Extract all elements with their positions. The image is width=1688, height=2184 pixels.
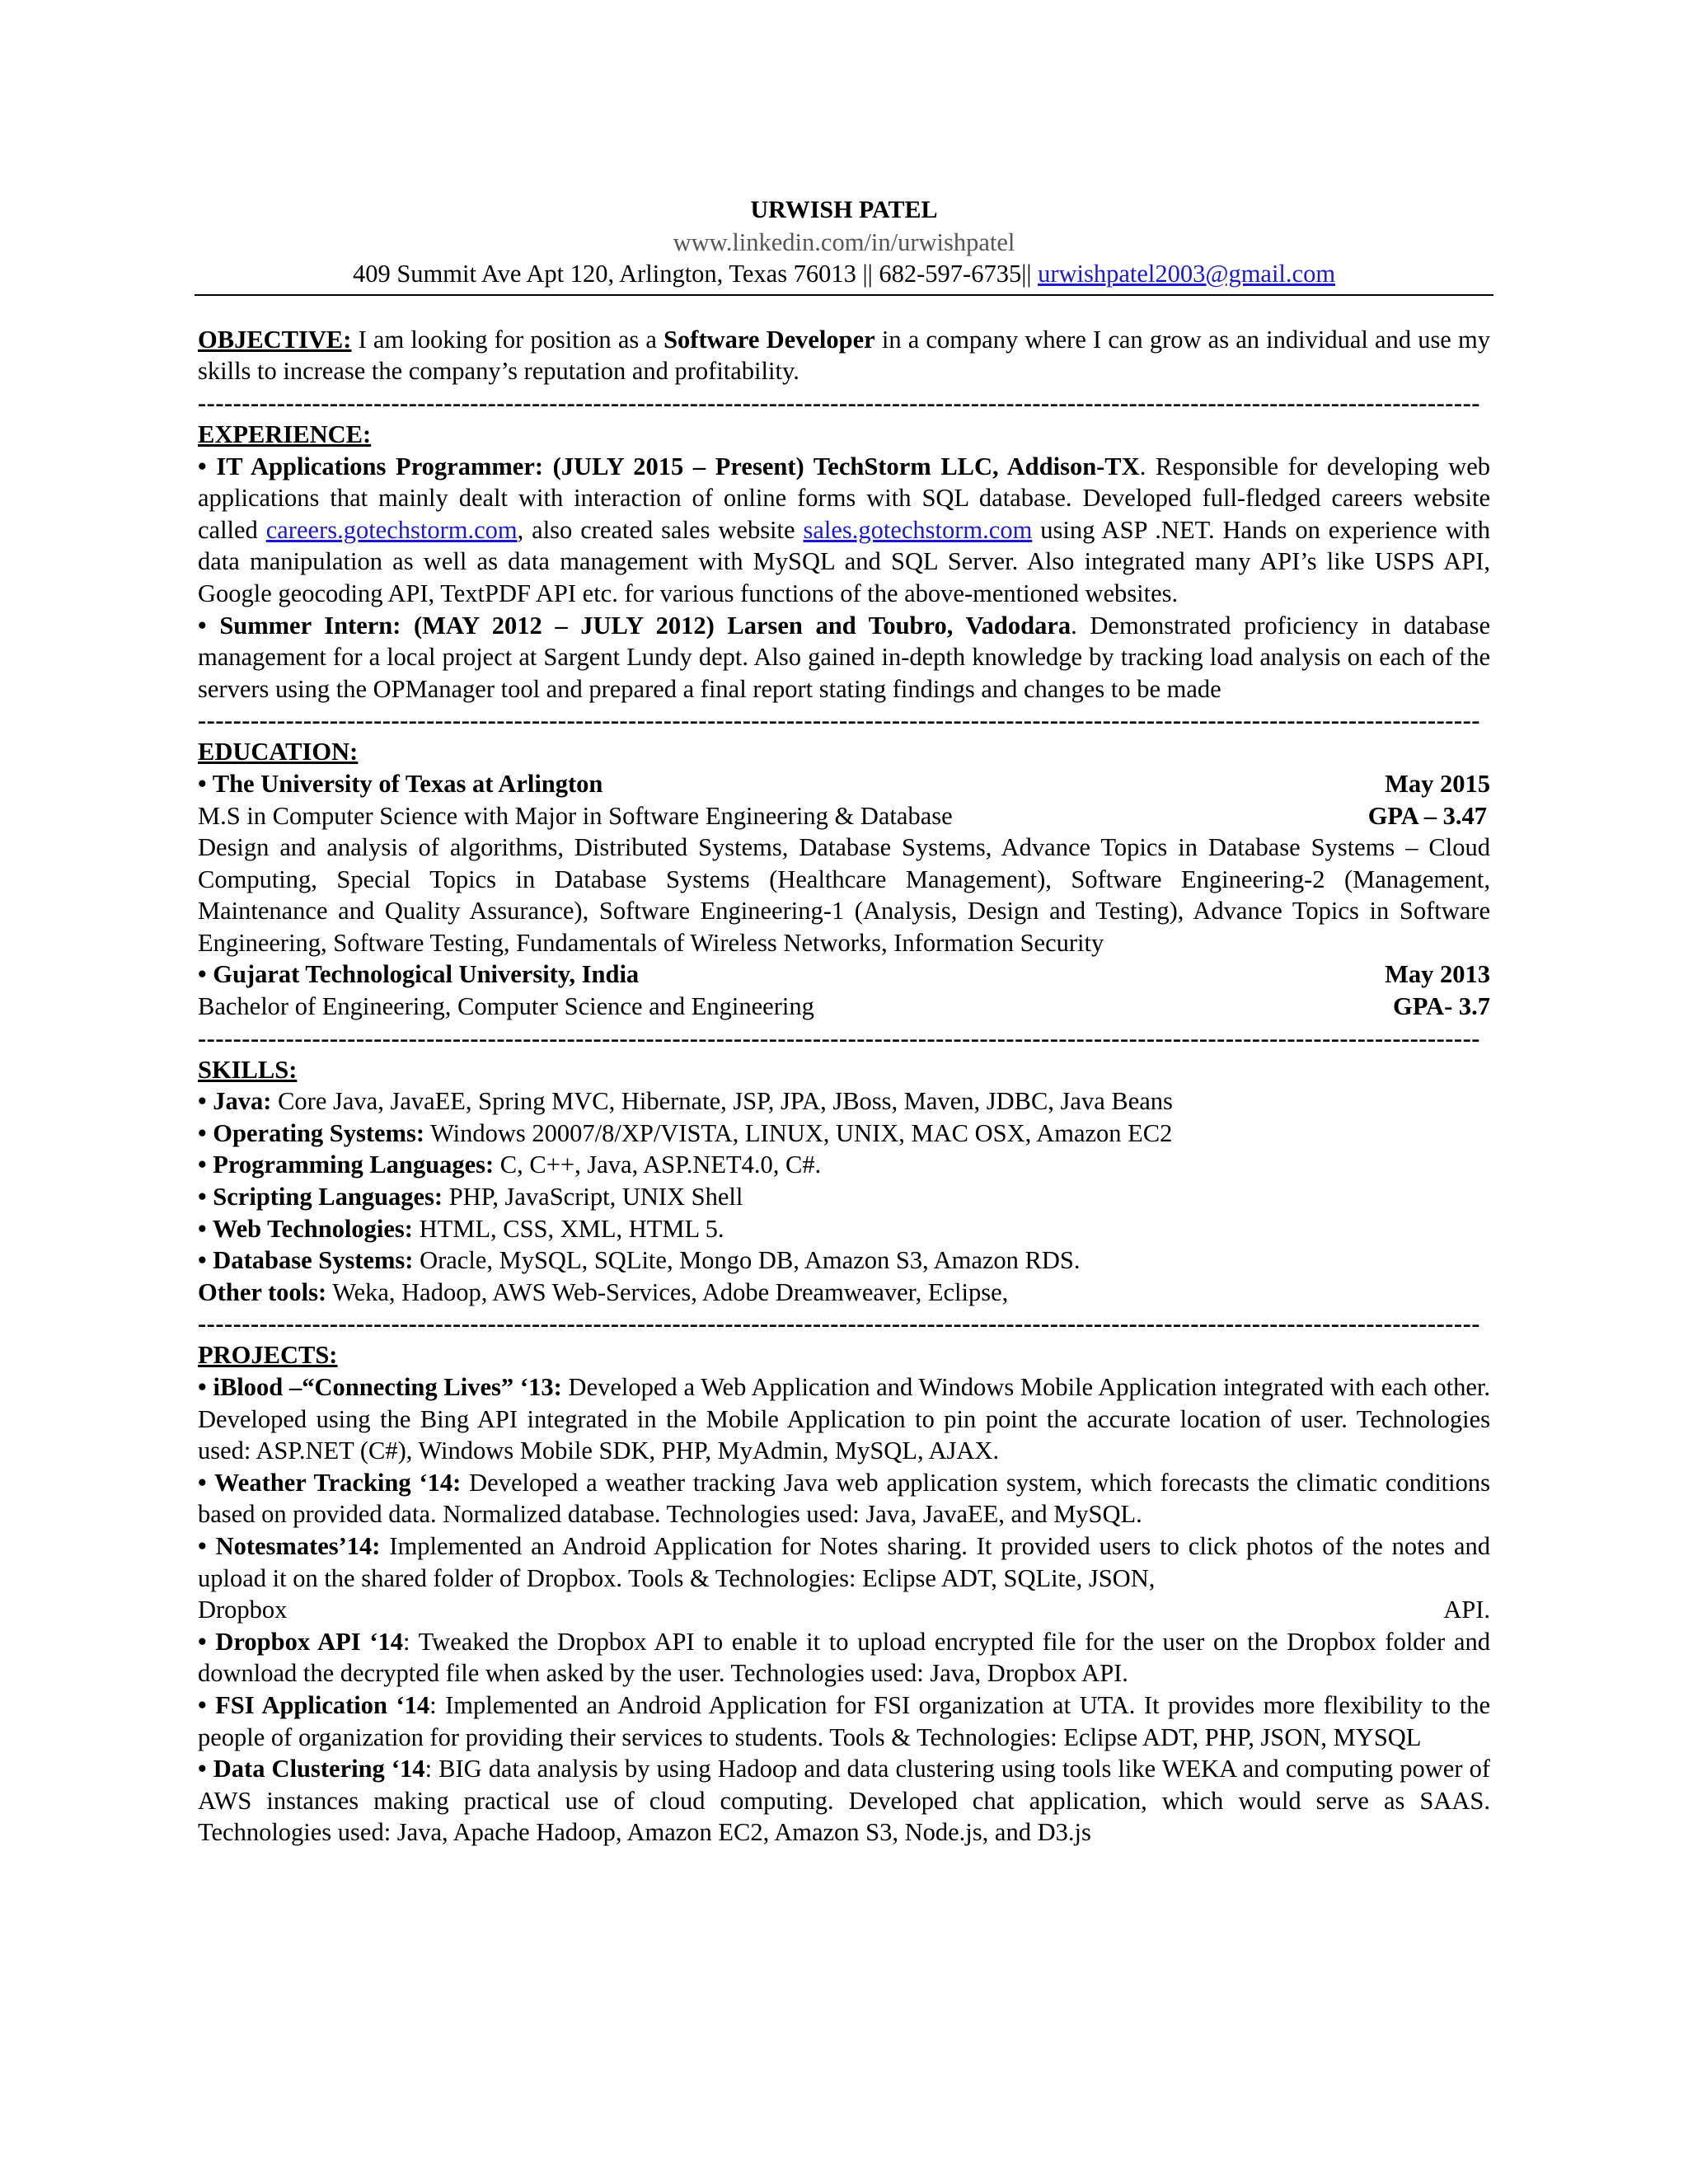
objective-text-after: in a company where I can grow as an individual and use my skills to increase the company’s reputation and profitability. <box>198 325 1490 386</box>
experience-heading: • Summer Intern: (MAY 2012 – JULY 2012) Larsen and Toubro, Vadodara <box>198 611 1071 640</box>
project-item <box>198 1690 1490 1753</box>
careers-link[interactable]: careers.gotechstorm.com <box>265 515 518 544</box>
sales-link[interactable]: sales.gotechstorm.com <box>803 515 1033 544</box>
skill-item <box>198 1118 1490 1150</box>
experience-title: EXPERIENCE: <box>198 419 372 448</box>
address-phone: 409 Summit Ave Apt 120, Arlington, Texas 76013 || 682-597-6735|| <box>352 260 1032 288</box>
skill-item <box>198 1149 1490 1181</box>
project-label: • FSI Application ‘14 <box>198 1690 430 1719</box>
skill-label: Other tools: <box>198 1277 327 1306</box>
project-item <box>198 1753 1490 1849</box>
education-degree-row <box>198 800 1490 832</box>
projects-section <box>198 1339 1490 1849</box>
project-text: : BIG data analysis by using Hadoop and data clustering using tools like WEKA and computing power of AWS instances making practical use of cloud computing. Developed chat application, which would serve as SAAS. Technologies used: Java, Apache Hadoop, Amazon EC2, Amazon S3, Node.js, and D3.js <box>198 1755 1490 1847</box>
skill-value: Windows 20007/8/XP/VISTA, LINUX, UNIX, MAC OSX, Amazon EC2 <box>424 1118 1173 1147</box>
project-tail-left: Dropbox <box>198 1596 288 1624</box>
objective-section <box>198 324 1490 387</box>
gpa: GPA – 3.47 <box>1367 801 1487 830</box>
experience-text: . Responsible for developing web applications that mainly dealt with interaction of online forms with SQL database. Developed full-fledged careers website called <box>198 452 1490 544</box>
experience-item <box>198 610 1490 705</box>
skill-item <box>198 1085 1490 1118</box>
skill-label: • Database Systems: <box>198 1246 414 1275</box>
skill-value: Weka, Hadoop, AWS Web-Services, Adobe Dreamweaver, Eclipse, <box>326 1277 1009 1306</box>
objective-title: OBJECTIVE: <box>198 325 352 354</box>
skill-item <box>198 1244 1490 1277</box>
section-divider: -------------------------------------------------------------------------------------------------------------------------------------------------- <box>198 1310 1480 1338</box>
project-tail-right: API. <box>1443 1596 1490 1624</box>
project-item <box>198 1467 1490 1530</box>
skill-label: • Web Technologies: <box>198 1214 413 1243</box>
school-date: May 2015 <box>1385 769 1490 798</box>
education-degree-row <box>198 991 1490 1023</box>
education-section <box>198 736 1490 1022</box>
courses: Design and analysis of algorithms, Distributed Systems, Database Systems, Advance Topics in Database Systems – Cloud Computing, Special Topics in Database Systems (Healthcare Management), Software Engineering-2 (Management, Maintenance and Quality Assurance), Software Engineering-1 (Analysis, Design and Testing), Advance Topics in Software Engineering, Software Testing, Fundamentals of Wireless Networks, Information Security <box>198 833 1490 957</box>
project-label: • iBlood –“Connecting Lives” ‘13: <box>198 1373 562 1401</box>
objective-text-before: I am looking for position as a <box>351 325 664 354</box>
resume-content <box>198 194 1490 1849</box>
experience-text: using ASP .NET. Hands on experience with data manipulation as well as data management with MySQL and SQL Server. Also integrated many API’s like USPS API, Google geocoding API, TextPDF API etc. for various functions of the above-mentioned websites. <box>198 515 1490 607</box>
skills-title: SKILLS: <box>198 1055 298 1084</box>
project-label: • Dropbox API ‘14 <box>198 1627 404 1656</box>
candidate-name: URWISH PATEL <box>750 196 938 223</box>
projects-title: PROJECTS: <box>198 1341 338 1370</box>
project-item <box>198 1626 1490 1690</box>
school-date: May 2013 <box>1385 960 1490 989</box>
contact-line <box>198 258 1490 290</box>
degree: M.S in Computer Science with Major in Software Engineering & Database <box>198 801 953 830</box>
skill-item <box>198 1277 1490 1309</box>
experience-heading: • IT Applications Programmer: (JULY 2015 – Present) TechStorm LLC, Addison-TX <box>198 452 1140 480</box>
degree: Bachelor of Engineering, Computer Science and Engineering <box>198 992 814 1021</box>
section-divider: -------------------------------------------------------------------------------------------------------------------------------------------------- <box>198 388 1480 417</box>
experience-item <box>198 451 1490 610</box>
skill-label: • Scripting Languages: <box>198 1183 443 1212</box>
email-link[interactable]: urwishpatel2003@gmail.com <box>1038 260 1336 288</box>
skill-label: • Programming Languages: <box>198 1151 495 1179</box>
skill-label: • Operating Systems: <box>198 1118 424 1147</box>
education-school-row <box>198 958 1490 991</box>
education-school-row <box>198 768 1490 800</box>
experience-text: , also created sales website <box>517 515 804 544</box>
gpa: GPA- 3.7 <box>1392 992 1490 1021</box>
project-text: : Tweaked the Dropbox API to enable it to upload encrypted file for the user on the Dropbox folder and download the decrypted file when asked by the user. Technologies used: Java, Dropbox API. <box>198 1627 1490 1688</box>
project-label: • Weather Tracking ‘14: <box>198 1468 462 1497</box>
skill-label: • Java: <box>198 1087 272 1116</box>
skill-value: HTML, CSS, XML, HTML 5. <box>412 1214 724 1243</box>
project-text: Developed a weather tracking Java web application system, which forecasts the climatic conditions based on provided data. Normalized database. Technologies used: Java, JavaEE, and MySQL. <box>198 1468 1490 1529</box>
education-title: EDUCATION: <box>198 738 359 766</box>
project-label: • Notesmates’14: <box>198 1531 381 1560</box>
section-divider: -------------------------------------------------------------------------------------------------------------------------------------------------- <box>198 1024 1480 1052</box>
section-divider: -------------------------------------------------------------------------------------------------------------------------------------------------- <box>198 706 1480 735</box>
school-name: • The University of Texas at Arlington <box>198 769 603 798</box>
skill-value: Oracle, MySQL, SQLite, Mongo DB, Amazon S3, Amazon RDS. <box>413 1246 1081 1275</box>
project-text: Developed a Web Application and Windows Mobile Application integrated with each other. Developed using the Bing API integrated in the Mobile Application to pin point the accurate location of user. Technologies used: ASP.NET (C#), Windows Mobile SDK, PHP, MyAdmin, MySQL, AJAX. <box>198 1373 1490 1465</box>
resume-header <box>198 194 1490 290</box>
skill-value: Core Java, JavaEE, Spring MVC, Hibernate, JSP, JPA, JBoss, Maven, JDBC, Java Beans <box>271 1087 1173 1116</box>
skills-section <box>198 1054 1490 1309</box>
skill-item <box>198 1181 1490 1213</box>
skill-value: PHP, JavaScript, UNIX Shell <box>443 1183 743 1212</box>
project-item <box>198 1371 1490 1467</box>
project-text: Implemented an Android Application for Notes sharing. It provided users to click photos of the notes and upload it on the shared folder of Dropbox. Tools & Technologies: Eclipse ADT, SQLite, JSON, <box>198 1531 1490 1592</box>
experience-text: . Demonstrated proficiency in database management for a local project at Sargent Lundy dept. Also gained in-depth knowledge by tracking load analysis on each of the servers using the OPManager tool and prepared a final report stating findings and changes to be made <box>198 611 1490 703</box>
school-name: • Gujarat Technological University, India <box>198 960 640 989</box>
project-text: : Implemented an Android Application for FSI organization at UTA. It provides more flexibility to the people of organization for providing their services to students. Tools & Technologies: Eclipse ADT, PHP, JSON, MYSQL <box>198 1690 1490 1751</box>
skill-item <box>198 1213 1490 1245</box>
linkedin-url[interactable]: www.linkedin.com/in/urwishpatel <box>673 227 1015 256</box>
experience-section <box>198 419 1490 705</box>
project-item <box>198 1530 1490 1594</box>
skill-value: C, C++, Java, ASP.NET4.0, C#. <box>494 1151 822 1179</box>
project-item-tail <box>198 1594 1490 1626</box>
project-label: • Data Clustering ‘14 <box>198 1755 425 1783</box>
objective-highlight: Software Developer <box>663 325 875 354</box>
